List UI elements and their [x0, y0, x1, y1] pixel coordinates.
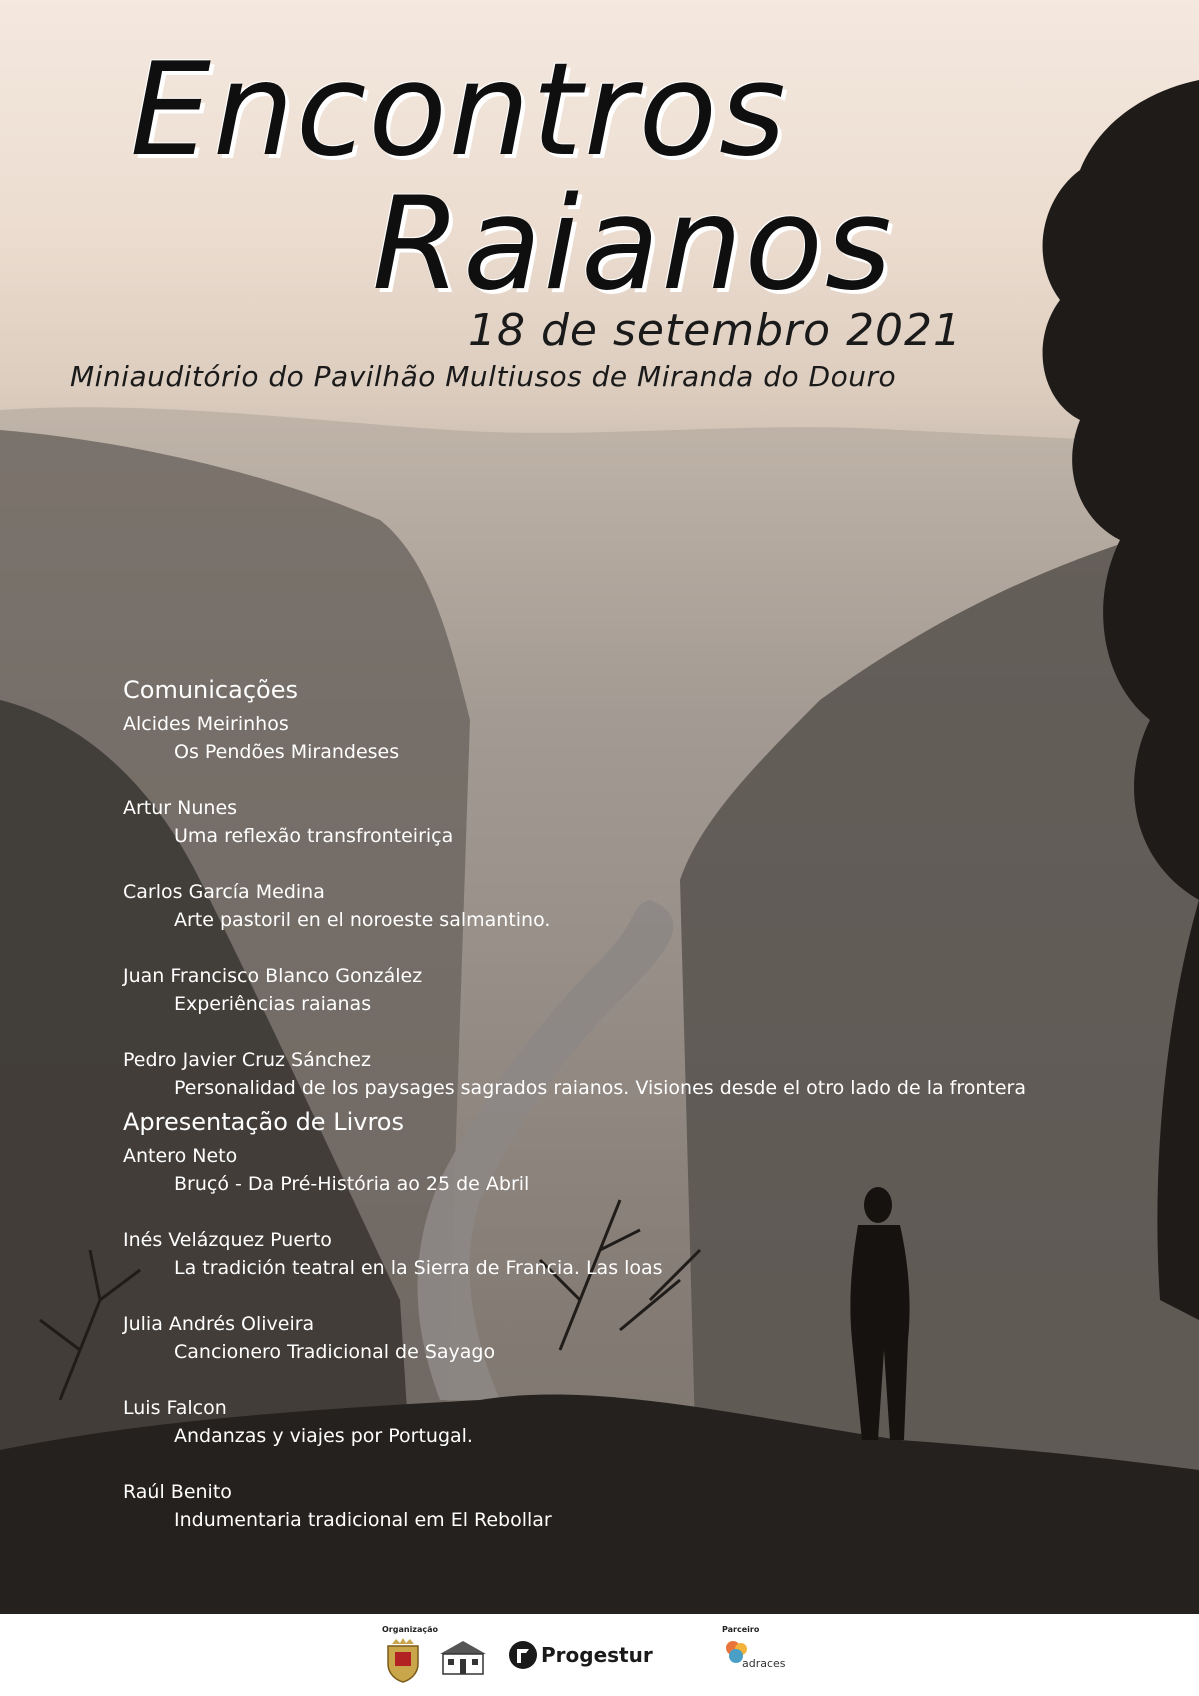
progestur-logo: [508, 1640, 538, 1670]
coat-of-arms-icon: [384, 1638, 422, 1684]
program: [123, 676, 1026, 1562]
speaker-name: Pedro Javier Cruz Sánchez: [123, 1049, 371, 1071]
event-venue: Miniauditório do Pavilhão Multiusos de Miranda do Douro: [70, 360, 897, 393]
book-title: Cancionero Tradicional de Sayago: [174, 1341, 496, 1363]
program-entry: [123, 1478, 1026, 1534]
building-icon: [438, 1638, 488, 1678]
book-title: Andanzas y viajes por Portugal.: [174, 1425, 473, 1447]
program-entry: [123, 878, 1026, 934]
talk-title: Personalidad de los paysages sagrados raianos. Visiones desde el otro lado de la frontera: [174, 1077, 1027, 1099]
talk-title: Os Pendões Mirandeses: [174, 741, 400, 763]
program-entry: [123, 1226, 1026, 1282]
program-entry: [123, 794, 1026, 850]
section-heading-books: Apresentação de Livros: [123, 1108, 404, 1136]
title-line-1: Encontros: [130, 36, 788, 185]
program-entry: [123, 1142, 1026, 1198]
author-name: Raúl Benito: [123, 1481, 232, 1503]
program-entry: [123, 710, 1026, 766]
book-title: La tradición teatral en la Sierra de Francia. Las loas: [174, 1257, 663, 1279]
book-title: Bruçó - Da Pré-História ao 25 de Abril: [174, 1173, 530, 1195]
program-entry: [123, 1310, 1026, 1366]
talk-title: Arte pastoril en el noroeste salmantino.: [174, 909, 551, 931]
title-line-2: Raianos: [372, 170, 894, 319]
book-title: Indumentaria tradicional em El Rebollar: [174, 1509, 552, 1531]
partner-label: Parceiro: [722, 1625, 760, 1634]
program-entry: [123, 1046, 1026, 1102]
author-name: Antero Neto: [123, 1145, 238, 1167]
program-entry: [123, 1394, 1026, 1450]
speaker-name: Alcides Meirinhos: [123, 713, 289, 735]
author-name: Inés Velázquez Puerto: [123, 1229, 332, 1251]
adraces-name: adraces: [742, 1657, 786, 1670]
speaker-name: Juan Francisco Blanco González: [123, 965, 423, 987]
talk-title: Uma reflexão transfronteiriça: [174, 825, 454, 847]
author-name: Luis Falcon: [123, 1397, 227, 1419]
organization-label: Organização: [382, 1625, 438, 1634]
section-heading-communications: Comunicações: [123, 676, 298, 704]
program-entry: [123, 962, 1026, 1018]
speaker-name: Artur Nunes: [123, 797, 238, 819]
progestur-name: Progestur: [541, 1643, 653, 1667]
author-name: Julia Andrés Oliveira: [123, 1313, 315, 1335]
talk-title: Experiências raianas: [174, 993, 372, 1015]
speaker-name: Carlos García Medina: [123, 881, 325, 903]
event-date: 18 de setembro 2021: [468, 305, 963, 356]
